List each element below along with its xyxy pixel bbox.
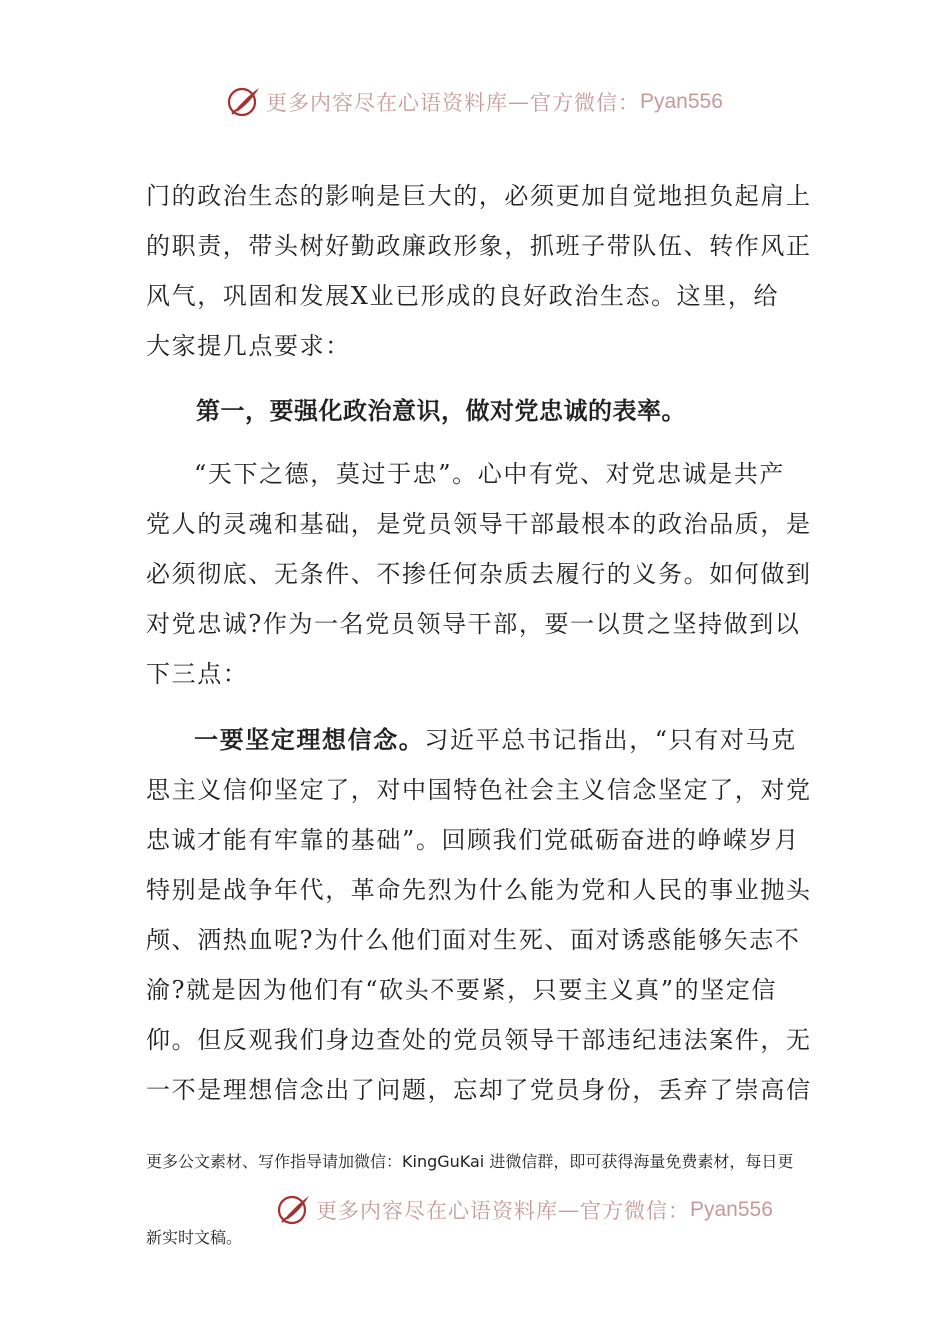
- text-line: 的职责，带头树好勤政廉政形象，抓班子带队伍、转作风正: [146, 232, 812, 260]
- banner-dash: —: [508, 90, 530, 114]
- text-line: 大家提几点要求：: [146, 332, 351, 360]
- text-line: [146, 715, 816, 765]
- feather-pen-logo-icon: [276, 1192, 312, 1228]
- footer-watermark-banner: [276, 1192, 773, 1228]
- banner-text: 更多内容尽在心语资料库: [316, 1199, 558, 1223]
- text-line: 风气，巩固和发展X业已形成的良好政治生态。这里，给: [146, 282, 780, 310]
- banner-official-label: 官方微信：: [580, 1199, 690, 1223]
- banner-text: 更多内容尽在心语资料库: [266, 91, 508, 115]
- section-heading: 第一，要强化政治意识，做对党忠诚的表率。: [196, 397, 686, 425]
- text-line: 思主义信仰坚定了，对中国特色社会主义信念坚定了，对党: [146, 776, 812, 804]
- text-line: 特别是战争年代，革命先烈为什么能为党和人民的事业抛头: [146, 876, 812, 904]
- text-line: 一不是理想信念出了问题，忘却了党员身份，丢弃了崇高信: [146, 1076, 812, 1104]
- banner-wechat-id: Pyan556: [690, 1198, 773, 1221]
- paragraph-3: [146, 715, 816, 1115]
- footer-note-end: 新实时文稿。: [146, 1228, 243, 1247]
- header-watermark-banner: [226, 84, 723, 120]
- text-line: 仰。但反观我们身边查处的党员领导干部违纪违法案件，无: [146, 1026, 812, 1054]
- text-line: “天下之德，莫过于忠”。心中有党、对党忠诚是共产: [194, 460, 785, 488]
- text-line: 下三点：: [146, 660, 249, 688]
- text-line: 对党忠诚?作为一名党员领导干部，要一以贯之坚持做到以: [146, 610, 801, 638]
- paragraph-lead-rest: 习近平总书记指出，“只有对马克: [424, 726, 797, 754]
- text-line: 渝?就是因为他们有“砍头不要紧，只要主义真”的坚定信: [146, 976, 778, 1004]
- banner-official-label: 官方微信：: [530, 91, 640, 115]
- paragraph-lead: 一要坚定理想信念。: [194, 725, 425, 754]
- paragraph-2: [146, 449, 816, 699]
- footer-note: 更多公文素材、写作指导请加微信：KingGuKai 进微信群，即可获得海量免费素材，每日更: [146, 1152, 794, 1171]
- text-line: 门的政治生态的影响是巨大的，必须更加自觉地担负起肩上: [146, 182, 812, 210]
- text-line: 党人的灵魂和基础，是党员领导干部最根本的政治品质，是: [146, 510, 812, 538]
- feather-pen-logo-icon: [226, 84, 262, 120]
- text-line: 必须彻底、无条件、不掺任何杂质去履行的义务。如何做到: [146, 560, 812, 588]
- paragraph-1: [146, 171, 816, 371]
- banner-wechat-id: Pyan556: [640, 90, 723, 113]
- text-line: 忠诚才能有牢靠的基础”。回顾我们党砥砺奋进的峥嵘岁月: [146, 826, 800, 854]
- text-line: 颅、洒热血呢?为什么他们面对生死、面对诱惑能够矢志不: [146, 926, 801, 954]
- banner-dash: —: [558, 1198, 580, 1222]
